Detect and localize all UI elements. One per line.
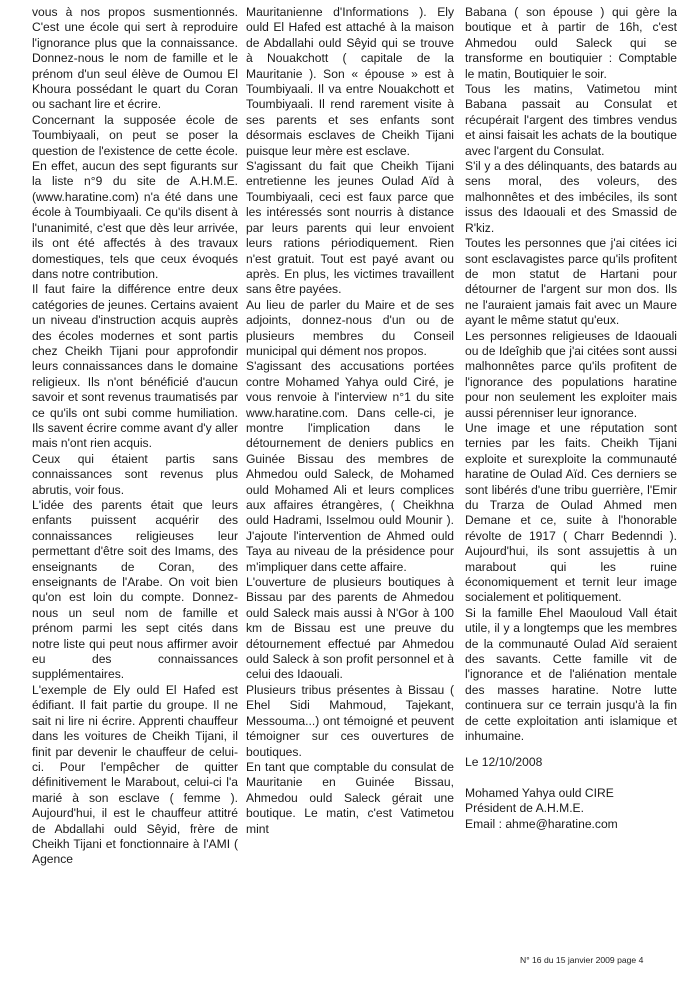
- paragraph: Les personnes religieuses de Idaouali ou de Ideîghib que j'ai citées sont aussi malhonnêtes parce qu'ils profitent de l'ignorance des populations haratine pour non seulement les exploiter mais aussi pérenniser leur ignorance.: [465, 328, 677, 420]
- paragraph: S'agissant du fait que Cheikh Tijani entretienne les jeunes Oulad Aïd à Toumbiyaali, ceci est faux parce que les intéressés sont nourris à distance par leurs parents qui leur envoient leurs rations périodiquement. Rien n'est gratuit. Tout est payé avant ou après. En plus, les victimes travaillent sans être payées.: [246, 159, 454, 297]
- text-column-1: [32, 5, 238, 868]
- paragraph: S'il y a des délinquants, des batards au sens moral, des voleurs, des malhonnêtes et des imbéciles, ils sont issus des Idaouali et des Smassid de R'kiz.: [465, 159, 677, 235]
- author-name: Mohamed Yahya ould CIRE: [465, 785, 614, 800]
- paragraph: Mauritanienne d'Informations ). Ely ould El Hafed est attaché à la maison de Abdallahi ould Sêyid qui se trouve à Nouakchott ( capitale de la Mauritanie ). Son « épouse » est à Toumbiyaali. Il va entre Nouakchott et Toumbiyaali. Il rend rarement visite à ses parents et ses enfants sont désormais esclaves de Cheikh Tijani puisque leur mère est esclave.: [246, 5, 454, 158]
- paragraph: Au lieu de parler du Maire et de ses adjoints, donnez-nous d'un ou de plusieurs membres du Conseil municipal qui dément nos propos.: [246, 297, 454, 358]
- date-line: Le 12/10/2008: [465, 754, 543, 769]
- paragraph: Il faut faire la différence entre deux catégories de jeunes. Certains avaient un niveau d'instruction acquis auprès des écoles modernes et sont partis chez Cheikh Tijani pour approfondir leurs connaissances dans le domaine religieux. Ils n'ont bénéficié d'aucun savoir et sont revenus traumatisés par ce qu'ils ont subi comme humiliation. Ils savent écrire comme avant d'y aller mais n'ont rien acquis.: [32, 282, 238, 451]
- paragraph: vous à nos propos susmentionnés. C'est une école qui sert à reproduire l'ignorance plus que la connaissance. Donnez-nous le nom de famille et le prénom d'un seul élève de Oumou El Khoura possédant le quart du Coran ou sachant lire et écrire.: [32, 5, 238, 112]
- paragraph: Toutes les personnes que j'ai citées ici sont esclavagistes parce qu'ils profitent de mon statut de Hartani pour détourner de l'argent sur mon dos. Ils ne l'auraient jamais fait avec un Maure ayant le même statut qu'eux.: [465, 236, 677, 328]
- text-column-2: [246, 5, 454, 837]
- paragraph: Si la famille Ehel Maouloud Vall était utile, il y a longtemps que les membres de la communauté Oulad Aïd seraient des savants. Cette famille vit de l'ignorance et de l'aliénation mentale des masses haratine. Notre lutte continuera sur ce terrain jusqu'à la fin de cette exploitation anti islamique et inhumaine.: [465, 605, 677, 744]
- paragraph: Ceux qui étaient partis sans connaissances sont revenus plus abrutis, voir fous.: [32, 451, 238, 497]
- page-footer: N° 16 du 15 janvier 2009 page 4: [520, 955, 644, 965]
- author-title: Président de A.H.M.E.: [465, 801, 584, 816]
- paragraph: S'agissant des accusations portées contre Mohamed Yahya ould Ciré, je vous renvoie à l'interview n°1 du site www.haratine.com. Dans celle-ci, je montre l'implication dans le détournement de deniers publics en Guinée Bissau des membres de Ahmedou ould Saleck, de Mohamed ould Mohamed Ali et leurs complices aux affaires étrangères, ( Cheikhna ould Hadrami, Isselmou ould Mounir ). J'ajoute l'intervention de Ahmed ould Taya au niveau de la présidence pour m'impliquer dans cette affaire.: [246, 359, 454, 574]
- paragraph: L'ouverture de plusieurs boutiques à Bissau par des parents de Ahmedou ould Saleck mais aussi à N'Gor à 100 km de Bissau est une preuve du détournement effectué par Ahmedou ould Saleck à son profit personnel et à celui des Idaouali.: [246, 575, 454, 682]
- paragraph: Plusieurs tribus présentes à Bissau ( Ehel Sidi Mahmoud, Tajekant, Messouma...) ont témoigné et peuvent témoigner sur ces ouvertures de boutiques.: [246, 682, 454, 759]
- paragraph: Babana ( son épouse ) qui gère la boutique et à partir de 16h, c'est Ahmedou ould Saleck qui se transforme en boutiquier : Comptable le matin, Boutiquier le soir.: [465, 5, 677, 81]
- paragraph: En tant que comptable du consulat de Mauritanie en Guinée Bissau, Ahmedou ould Saleck gérait une boutique. Le matin, c'est Vatimetou mint: [246, 759, 454, 836]
- text-column-3: [465, 5, 677, 832]
- paragraph: Concernant la supposée école de Toumbiyaali, on peut se poser la question de l'existence de cette école. En effet, aucun des sept figurants sur la liste n°9 du site de A.H.M.E. (www.haratine.com) n'a été dans une école à Toumbiyaali. Ce qu'ils disent à l'unanimité, c'est que dès leur arrivée, ils ont été affectés à des travaux domestiques, tels que ceux évoqués dans notre contribution.: [32, 112, 238, 281]
- author-email: Email : ahme@haratine.com: [465, 816, 618, 831]
- paragraph: L'exemple de Ely ould El Hafed est édifiant. Il fait partie du groupe. Il ne sait ni lire ni écrire. Apprenti chauffeur dans les voitures de Cheikh Tijani, il finit par devenir le chauffeur de celui-ci. Pour l'empêcher de quitter définitivement le Marabout, celui-ci l'a marié à son esclave ( femme ). Aujourd'hui, il est le chauffeur attitré de Abdallahi ould Sêyid, frère de Cheikh Tijani et fonctionnaire à l'AMI ( Agence: [32, 682, 238, 867]
- paragraph: L'idée des parents était que leurs enfants puissent acquérir des connaissances religieuses leur permettant d'être soit des Imams, des enseignants de Coran, des enseignants de l'Arabe. On voit bien qu'on est loin du compte. Donnez-nous un seul nom de famille et prénom parmi les sept cités dans notre liste qui peut nous affirmer avoir eu des connaissances supplémentaires.: [32, 498, 238, 682]
- paragraph: Tous les matins, Vatimetou mint Babana passait au Consulat et récupérait l'argent des timbres vendus et ainsi faisait les achats de la boutique avec l'argent du Consulat.: [465, 82, 677, 158]
- paragraph: Une image et une réputation sont ternies par les faits. Cheikh Tijani exploite et surexploite la communauté haratine de Oulad Aïd. Ces derniers se sont libérés d'une tribu guerrière, l'Emir du Trarza de Oulad Ahmed men Demane et ce, suite à l'honorable révolte de 1917 ( Charr Bedenndi ). Aujourd'hui, ils sont assujettis à un marabout qui les ruine économiquement et ternit leur image socialement et politiquement.: [465, 420, 677, 605]
